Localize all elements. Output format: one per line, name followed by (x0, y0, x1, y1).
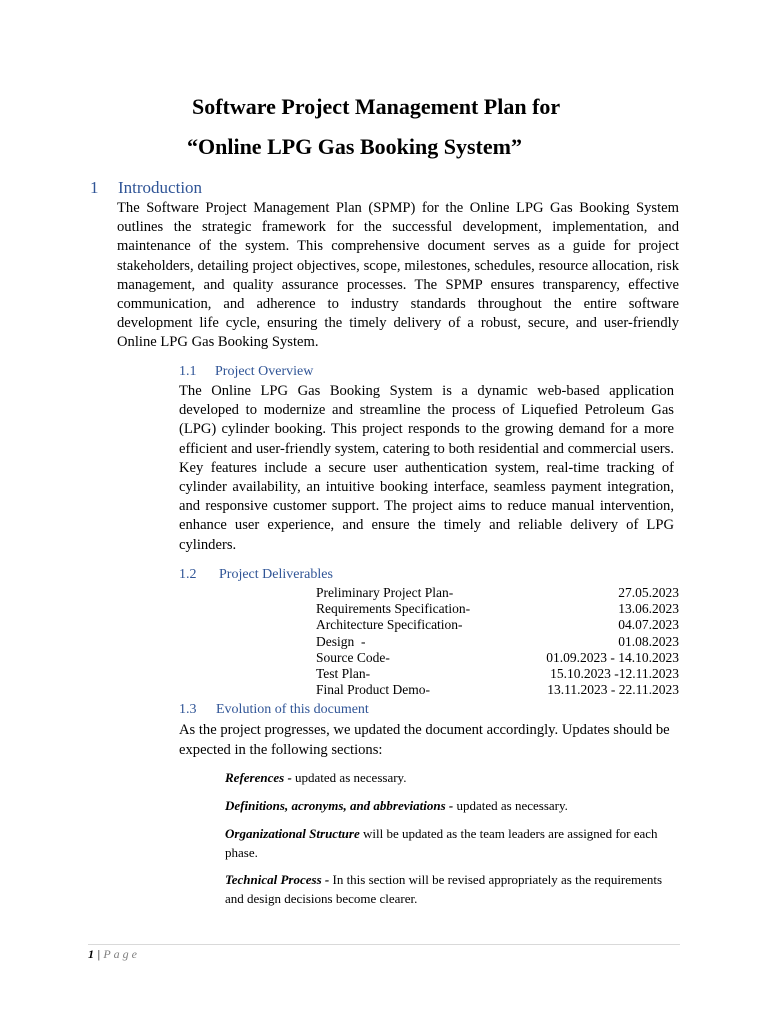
deliverable-item (316, 634, 679, 650)
introduction-paragraph: The Software Project Management Plan (SPMP) for the Online LPG Gas Booking System outlines the strategic framework for the successful development, implementation, and maintenance of the system. This comprehensive document serves as a guide for project stakeholders, detailing project objectives, scope, milestones, schedules, resource allocation, risk management, and quality assurance processes. The SPMP ensures transparency, effective communication, and adherence to industry standards throughout the entire software development life cycle, ensuring the timely delivery of a robust, secure, and user-friendly Online LPG Gas Booking System. (117, 200, 679, 351)
deliverable-name: Preliminary Project Plan- (316, 585, 454, 600)
deliverable-date: 27.05.2023 (618, 585, 679, 600)
update-item-definitions (225, 797, 665, 816)
section-1-2-title: Project Deliverables (219, 567, 333, 582)
update-term: References - (225, 770, 292, 785)
update-text: updated as necessary. (453, 798, 568, 813)
section-1-heading (90, 178, 202, 198)
deliverable-item (316, 585, 679, 601)
deliverable-name: Source Code- (316, 649, 390, 665)
section-1-1-number: 1.1 (179, 364, 197, 379)
deliverable-item (316, 617, 679, 633)
section-1-title: Introduction (118, 178, 203, 197)
footer-page-number: 1 (88, 947, 94, 961)
deliverable-date: 13.11.2023 - 22.11.2023 (547, 682, 679, 698)
footer-separator: | (94, 947, 104, 961)
update-item-organizational-structure (225, 825, 665, 862)
document-title-line2: “Online LPG Gas Booking System” (187, 134, 522, 159)
update-text: In this section will be revised appropriately as the requirements and design decisions become clearer. (225, 872, 663, 906)
update-term: Technical Process - (225, 872, 330, 887)
deliverables-list (316, 585, 679, 698)
footer-page-label: Page (103, 947, 140, 961)
document-title-line1: Software Project Management Plan for (192, 94, 561, 119)
section-1-2-number: 1.2 (179, 567, 197, 582)
page-footer (88, 947, 140, 962)
section-1-1-title: Project Overview (215, 364, 314, 379)
deliverable-date: 01.09.2023 - 14.10.2023 (546, 649, 679, 665)
deliverable-item (316, 601, 679, 617)
deliverable-date: 13.06.2023 (618, 601, 679, 617)
update-text: will be updated as the team leaders are assigned for each phase. (225, 826, 658, 860)
deliverable-date: 04.07.2023 (618, 617, 679, 633)
deliverable-name: Test Plan- (316, 666, 371, 682)
section-1-2-heading (179, 567, 333, 583)
update-term: Definitions, acronyms, and abbreviations - (225, 798, 454, 813)
project-overview-paragraph: The Online LPG Gas Booking System is a dynamic web-based application developed to modernize and streamline the process of Liquefied Petroleum Gas (LPG) cylinder booking. This project responds to the growing demand for a more efficient and user-friendly system, catering to both residential and commercial users. Key features include a secure user authentication system, real-time tracking of cylinder availability, an intuitive booking interface, seamless payment integration, and responsive customer support. The project aims to reduce manual intervention, enhance user experience, and ensure the timely and reliable delivery of LPG cylinders. (179, 383, 674, 553)
update-item-references (225, 769, 665, 788)
update-item-technical-process (225, 871, 665, 908)
deliverable-name: Design - (316, 633, 366, 649)
deliverable-name: Architecture Specification- (316, 617, 463, 633)
evolution-paragraph: As the project progresses, we updated the document accordingly. Updates should be expected in the following sections: (179, 722, 670, 758)
deliverable-item (316, 666, 679, 682)
section-1-number: 1 (90, 178, 99, 197)
footer-divider (88, 944, 680, 945)
deliverable-date: 01.08.2023 (618, 633, 679, 649)
section-1-3-heading (179, 702, 369, 718)
deliverable-name: Requirements Specification- (316, 601, 471, 617)
deliverable-item (316, 682, 679, 698)
deliverable-name: Final Product Demo- (316, 682, 430, 698)
update-text: updated as necessary. (291, 770, 407, 785)
section-1-3-number: 1.3 (179, 702, 197, 717)
section-1-1-heading (179, 364, 313, 380)
deliverable-item (316, 650, 679, 666)
section-1-3-title: Evolution of this document (216, 702, 369, 717)
update-term: Organizational Structure (225, 826, 360, 841)
deliverable-date: 15.10.2023 -12.11.2023 (550, 666, 679, 682)
